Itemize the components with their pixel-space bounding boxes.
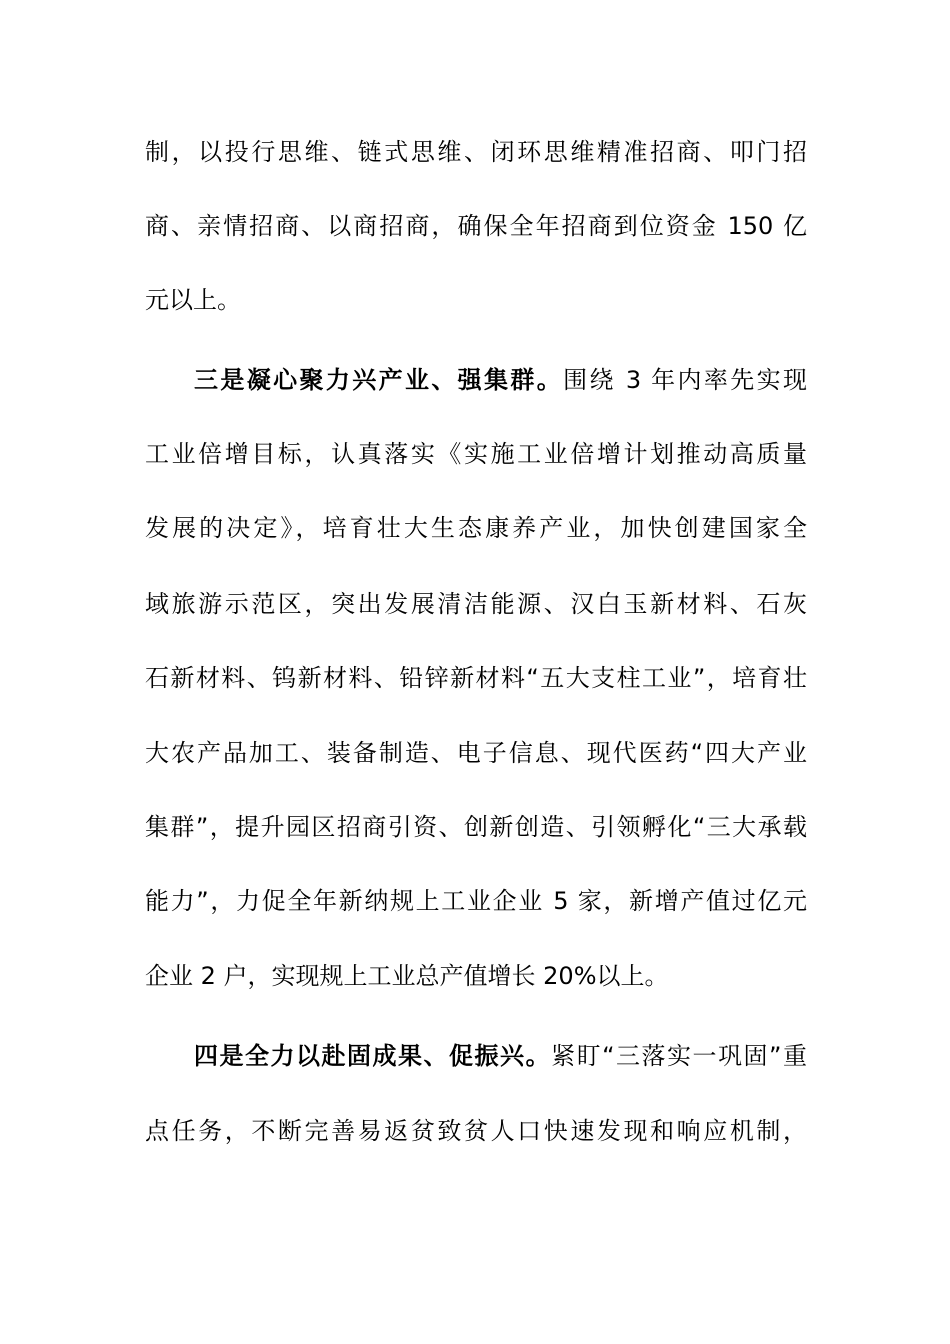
paragraph-four-lead: 紧盯“三落实一巩固”重 <box>551 1042 807 1070</box>
paragraph-four-first-line <box>194 1040 807 1072</box>
text-line: 集群”，提升园区招商引资、创新创造、引领孵化“三大承载 <box>145 813 807 841</box>
text-line: 元以上。 <box>145 286 241 314</box>
text-line: 制，以投行思维、链式思维、闭环思维精准招商、叩门招 <box>145 138 807 166</box>
paragraph-three-heading: 三是凝心聚力兴产业、强集群。 <box>194 366 564 394</box>
paragraph-four-heading: 四是全力以赴固成果、促振兴。 <box>194 1042 552 1070</box>
text-line: 石新材料、钨新材料、铅锌新材料“五大支柱工业”，培育壮 <box>145 664 807 692</box>
text-line: 域旅游示范区，突出发展清洁能源、汉白玉新材料、石灰 <box>145 590 807 618</box>
text-line: 发展的决定》，培育壮大生态康养产业，加快创建国家全 <box>145 514 807 542</box>
text-line: 企业 2 户，实现规上工业总产值增长 20%以上。 <box>145 962 669 990</box>
text-line: 点任务，不断完善易返贫致贫人口快速发现和响应机制， <box>145 1117 807 1145</box>
text-line: 大农产品加工、装备制造、电子信息、现代医药“四大产业 <box>145 739 807 767</box>
text-line: 能力”，力促全年新纳规上工业企业 5 家，新增产值过亿元 <box>145 887 807 915</box>
paragraph-three-first-line <box>194 364 807 396</box>
text-line: 工业倍增目标，认真落实《实施工业倍增计划推动高质量 <box>145 440 807 468</box>
text-line: 商、亲情招商、以商招商，确保全年招商到位资金 150 亿 <box>145 212 807 240</box>
paragraph-three-lead: 围绕 3 年内率先实现 <box>563 366 807 394</box>
